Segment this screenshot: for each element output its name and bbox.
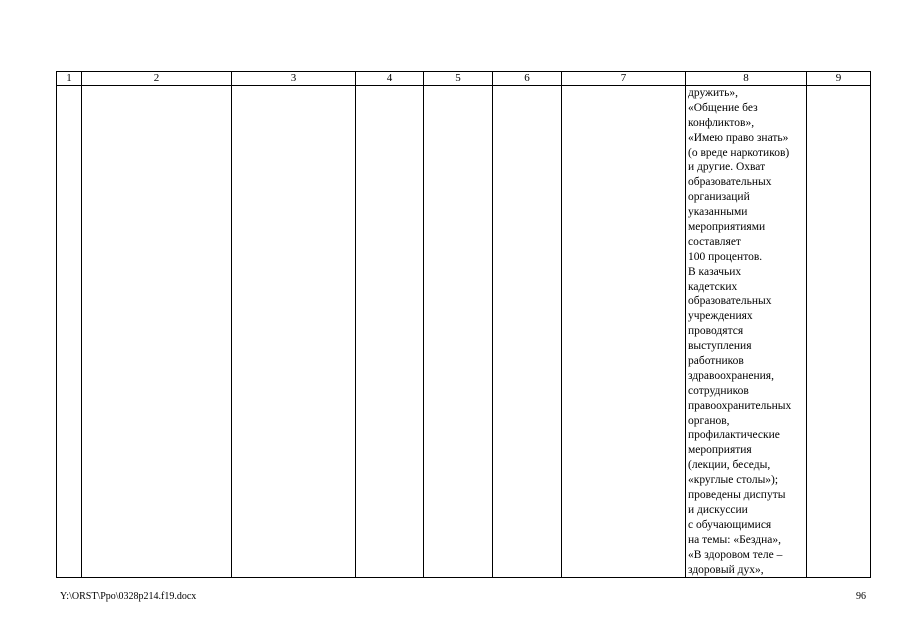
text-line: конфликтов», xyxy=(688,116,755,129)
text-line: учреждениях xyxy=(688,310,753,323)
text-line: здравоохранения, xyxy=(688,369,774,382)
text-line: «В здоровом теле – xyxy=(688,548,783,561)
text-line: организаций xyxy=(688,191,750,204)
text-line: составляет xyxy=(688,235,741,248)
table-cell-col4 xyxy=(356,86,424,578)
text-line: правоохранительных xyxy=(688,399,792,412)
table-cell-col5 xyxy=(424,86,493,578)
text-line: и дискуссии xyxy=(688,503,748,516)
column-number-6: 6 xyxy=(493,72,562,86)
text-line: мероприятия xyxy=(688,444,752,457)
column-number-4: 4 xyxy=(356,72,424,86)
text-line: 100 процентов. xyxy=(688,250,763,263)
text-line: «Общение без xyxy=(688,101,758,114)
table-cell-col8-text xyxy=(686,86,806,577)
text-line: выступления xyxy=(688,340,752,353)
document-table xyxy=(56,71,871,578)
table-cell-col3 xyxy=(232,86,356,578)
text-line: и другие. Охват xyxy=(688,161,766,174)
table-cell-col6 xyxy=(493,86,562,578)
column-number-5: 5 xyxy=(424,72,493,86)
column-number-7: 7 xyxy=(562,72,686,86)
table-cell-col8 xyxy=(686,86,807,578)
text-line: мероприятиями xyxy=(688,221,766,234)
text-line: работников xyxy=(688,355,744,368)
footer-file-path: Y:\ORST\Ppo\0328p214.f19.docx xyxy=(60,591,197,602)
text-line: на темы: «Бездна», xyxy=(688,533,782,546)
table-cell-col1 xyxy=(57,86,82,578)
text-line: кадетских xyxy=(688,280,738,293)
text-line: (о вреде наркотиков) xyxy=(688,146,790,159)
text-line: дружить», xyxy=(688,87,739,99)
text-line: проводятся xyxy=(688,325,744,338)
column-number-3: 3 xyxy=(232,72,356,86)
table-header-row xyxy=(57,72,871,86)
table-cell-col7 xyxy=(562,86,686,578)
column-number-8: 8 xyxy=(686,72,807,86)
text-line: с обучающимися xyxy=(688,518,772,531)
text-line: образовательных xyxy=(688,295,772,308)
text-line: здоровый дух», xyxy=(688,563,764,576)
text-line: В казачьих xyxy=(688,265,742,278)
text-line: указанными xyxy=(688,206,748,219)
column-number-1: 1 xyxy=(57,72,82,86)
text-line: (лекции, беседы, xyxy=(688,459,771,472)
column-number-9: 9 xyxy=(807,72,871,86)
text-line: органов, xyxy=(688,414,730,427)
footer-page-number: 96 xyxy=(856,591,866,602)
text-line: проведены диспуты xyxy=(688,489,786,502)
text-line: сотрудников xyxy=(688,384,749,397)
column-number-2: 2 xyxy=(82,72,232,86)
table-cell-col9 xyxy=(807,86,871,578)
text-line: «круглые столы»); xyxy=(688,474,779,487)
table-row xyxy=(57,86,871,578)
text-line: «Имею право знать» xyxy=(688,131,789,144)
text-line: образовательных xyxy=(688,176,772,189)
table-cell-col2 xyxy=(82,86,232,578)
text-line: профилактические xyxy=(688,429,780,442)
